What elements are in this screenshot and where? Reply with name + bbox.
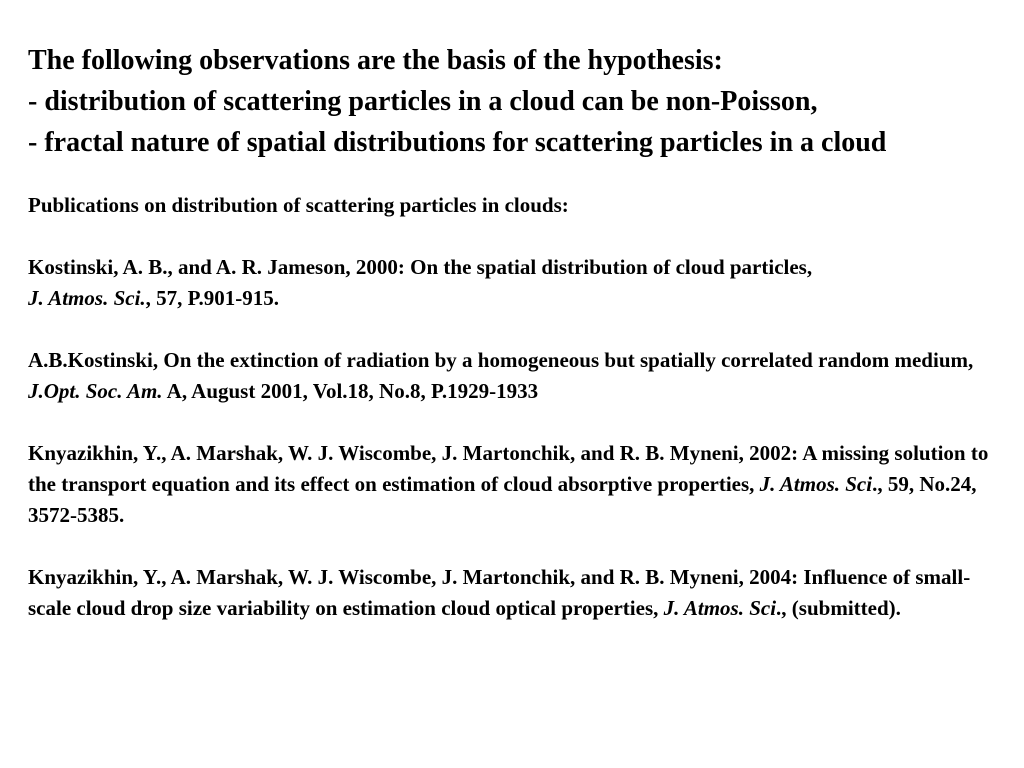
reference-item <box>28 252 1003 314</box>
hypothesis-section <box>28 40 1003 163</box>
reference-text: Knyazikhin, Y., A. Marshak, W. J. Wiscombe, J. Martonchik, and R. B. Myneni, 2002: A missing solution to the transport equation and its effect on estimation of cloud absorptive properties, <box>28 441 989 496</box>
reference-journal: J. Atmos. Sci <box>663 596 777 620</box>
reference-item <box>28 438 1003 531</box>
publications-heading: Publications on distribution of scattering particles in clouds: <box>28 193 569 217</box>
reference-text: Knyazikhin, Y., A. Marshak, W. J. Wiscombe, J. Martonchik, and R. B. Myneni, 2004: Influence of small-scale cloud drop size variability on estimation cloud optical properties, <box>28 565 971 620</box>
hypothesis-point: - distribution of scattering particles in a cloud can be non-Poisson, <box>28 86 818 117</box>
slide-content <box>28 40 1003 624</box>
reference-details: ., (submitted). <box>776 596 901 620</box>
reference-text: Kostinski, A. B., and A. R. Jameson, 2000: On the spatial distribution of cloud particles, <box>28 255 813 279</box>
hypothesis-point: - fractal nature of spatial distributions for scattering particles in a cloud <box>28 127 887 158</box>
reference-journal: J. Atmos. Sci. <box>28 286 146 310</box>
reference-journal: J. Atmos. Sci <box>759 472 873 496</box>
reference-details: A, August 2001, Vol.18, No.8, P.1929-1933 <box>162 379 539 403</box>
reference-journal: J.Opt. Soc. Am. <box>28 379 163 403</box>
reference-item <box>28 345 1003 407</box>
reference-item <box>28 562 1003 624</box>
hypothesis-heading: The following observations are the basis of the hypothesis: <box>28 45 723 76</box>
reference-text: A.B.Kostinski, On the extinction of radiation by a homogeneous but spatially correlated random medium, <box>28 348 974 372</box>
reference-details: , 57, P.901-915. <box>145 286 280 310</box>
reference-details: ., 59, No.24, 3572-5385. <box>28 472 977 527</box>
